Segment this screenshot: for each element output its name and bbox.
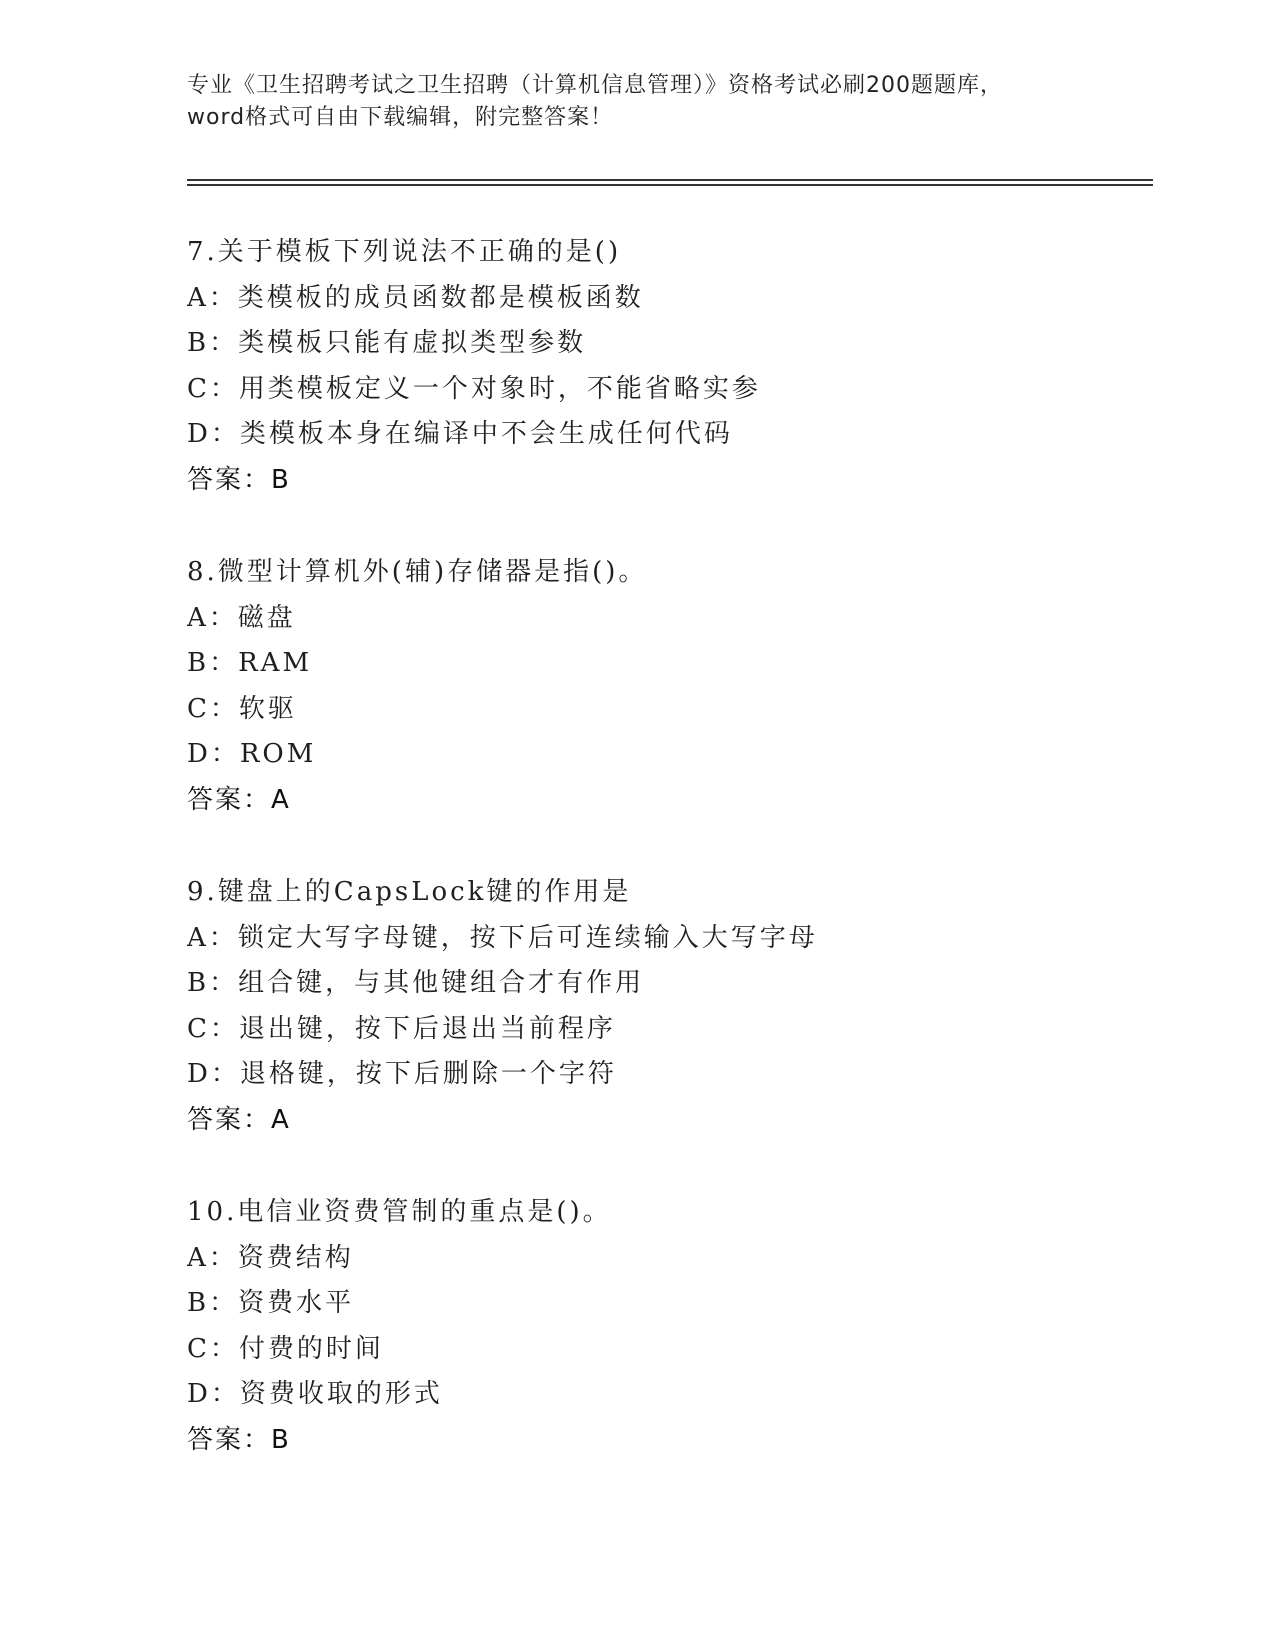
option-d: D：退格键，按下后删除一个字符: [187, 1059, 617, 1090]
option-a: A：磁盘: [187, 602, 296, 633]
option-a: A：锁定大写字母键，按下后可连续输入大写字母: [187, 922, 818, 953]
question-stem: 10.电信业资费管制的重点是()。: [187, 1197, 612, 1227]
question-stem: 9.键盘上的CapsLock键的作用是: [187, 877, 632, 907]
option-b: B：类模板只能有虚拟类型参数: [187, 328, 587, 359]
question-block-8: [187, 550, 1147, 824]
answer-label: 答案：B: [187, 464, 291, 495]
option-d: D：资费收取的形式: [187, 1379, 443, 1410]
option-a: A：资费结构: [187, 1242, 354, 1273]
option-b: B：资费水平: [187, 1288, 355, 1319]
option-b: B：RAM: [187, 648, 313, 679]
header-title-line-2: word格式可自由下载编辑，附完整答案！: [187, 105, 614, 130]
header-divider-bottom: [187, 184, 1153, 186]
header-divider-top: [187, 179, 1153, 181]
question-stem: 8.微型计算机外(辅)存储器是指()。: [187, 557, 648, 587]
question-block-7: [187, 230, 1147, 504]
option-b: B：组合键，与其他键组合才有作用: [187, 968, 645, 999]
option-d: D：类模板本身在编译中不会生成任何代码: [187, 419, 733, 450]
option-a: A：类模板的成员函数都是模板函数: [187, 282, 644, 313]
document-header: [187, 70, 1087, 134]
answer-label: 答案：A: [187, 784, 291, 815]
question-block-9: [187, 870, 1147, 1144]
option-c: C：软驱: [187, 693, 297, 724]
option-c: C：退出键，按下后退出当前程序: [187, 1013, 616, 1044]
option-c: C：用类模板定义一个对象时，不能省略实参: [187, 373, 761, 404]
question-stem: 7.关于模板下列说法不正确的是(): [187, 237, 622, 267]
answer-label: 答案：A: [187, 1104, 291, 1135]
option-c: C：付费的时间: [187, 1333, 384, 1364]
option-d: D：ROM: [187, 739, 317, 770]
question-block-10: [187, 1190, 1147, 1464]
answer-label: 答案：B: [187, 1424, 291, 1455]
header-title-line-1: 专业《卫生招聘考试之卫生招聘（计算机信息管理）》资格考试必刷200题题库，: [187, 73, 1003, 98]
